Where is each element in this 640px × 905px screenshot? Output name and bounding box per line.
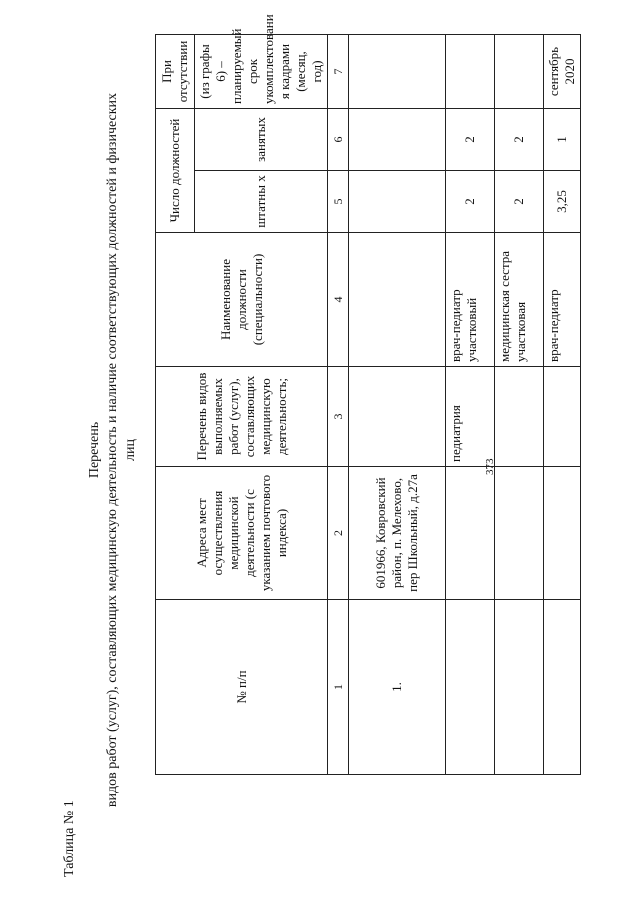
header-num: № п/п — [156, 600, 328, 775]
cell-works — [495, 367, 544, 467]
cell-term — [446, 34, 495, 108]
title-line-3: лиц — [123, 439, 138, 461]
cell-position: медицинская сестра участковая — [495, 233, 544, 367]
header-position: Наименование должности (специальности) — [156, 233, 328, 367]
header-count-group: Число должностей — [156, 108, 195, 232]
cell-occupied: 1 — [544, 108, 581, 170]
table-row — [446, 34, 495, 774]
page-number: 373 — [484, 458, 496, 475]
cell-position: врач-педиатр — [544, 233, 581, 367]
cell-address — [446, 467, 495, 600]
column-number: 4 — [328, 233, 349, 367]
cell-num — [446, 600, 495, 775]
column-number: 7 — [328, 34, 349, 108]
cell-term: сентябрь 2020 — [544, 34, 581, 108]
cell-num — [544, 600, 581, 775]
cell-staff: 2 — [495, 171, 544, 233]
table-row — [349, 34, 446, 774]
cell-staff — [349, 171, 446, 233]
cell-term — [495, 34, 544, 108]
cell-num: 1. — [349, 600, 446, 775]
header-address: Адреса мест осуществления медицинской деятельности (с указанием почтового индекса) — [156, 467, 328, 600]
header-works: Перечень видов выполняемых работ (услуг), составляющих медицинскую деятельность; — [156, 367, 328, 467]
cell-staff: 3,25 — [544, 171, 581, 233]
title-line-1: Перечень — [87, 421, 102, 479]
cell-occupied: 2 — [495, 108, 544, 170]
header-staff: штатны х — [195, 171, 328, 233]
cell-term — [349, 34, 446, 108]
column-number: 5 — [328, 171, 349, 233]
cell-position: врач-педиатр участковый — [446, 233, 495, 367]
cell-address: 601966, Ковровский район, п. Мелехово, пер Школьный, д.27а — [349, 467, 446, 600]
cell-num — [495, 600, 544, 775]
title-line-2: видов работ (услуг), составляющих медицинскую деятельность и наличие соответствующих должностей и физических — [105, 92, 120, 808]
table-label: Таблица № 1 — [62, 800, 77, 877]
cell-occupied — [349, 108, 446, 170]
column-number: 3 — [328, 367, 349, 467]
header-row — [156, 34, 195, 774]
header-absence-sub: (из графы 6) – планируемый срок укомплектовани я кадрами (месяц, год) — [195, 34, 328, 108]
column-number: 6 — [328, 108, 349, 170]
positions-table — [155, 14, 581, 775]
cell-works — [349, 367, 446, 467]
header-occupied: занятых — [195, 108, 328, 170]
column-number-row — [328, 34, 349, 774]
cell-position — [349, 233, 446, 367]
column-number: 2 — [328, 467, 349, 600]
cell-works — [544, 367, 581, 467]
cell-occupied: 2 — [446, 108, 495, 170]
cell-staff: 2 — [446, 171, 495, 233]
table-row — [544, 34, 581, 774]
header-absence: При отсутствии — [156, 34, 195, 108]
cell-address — [544, 467, 581, 600]
cell-works: педиатрия — [446, 367, 495, 467]
table-row — [495, 34, 544, 774]
cell-address — [495, 467, 544, 600]
column-number: 1 — [328, 600, 349, 775]
